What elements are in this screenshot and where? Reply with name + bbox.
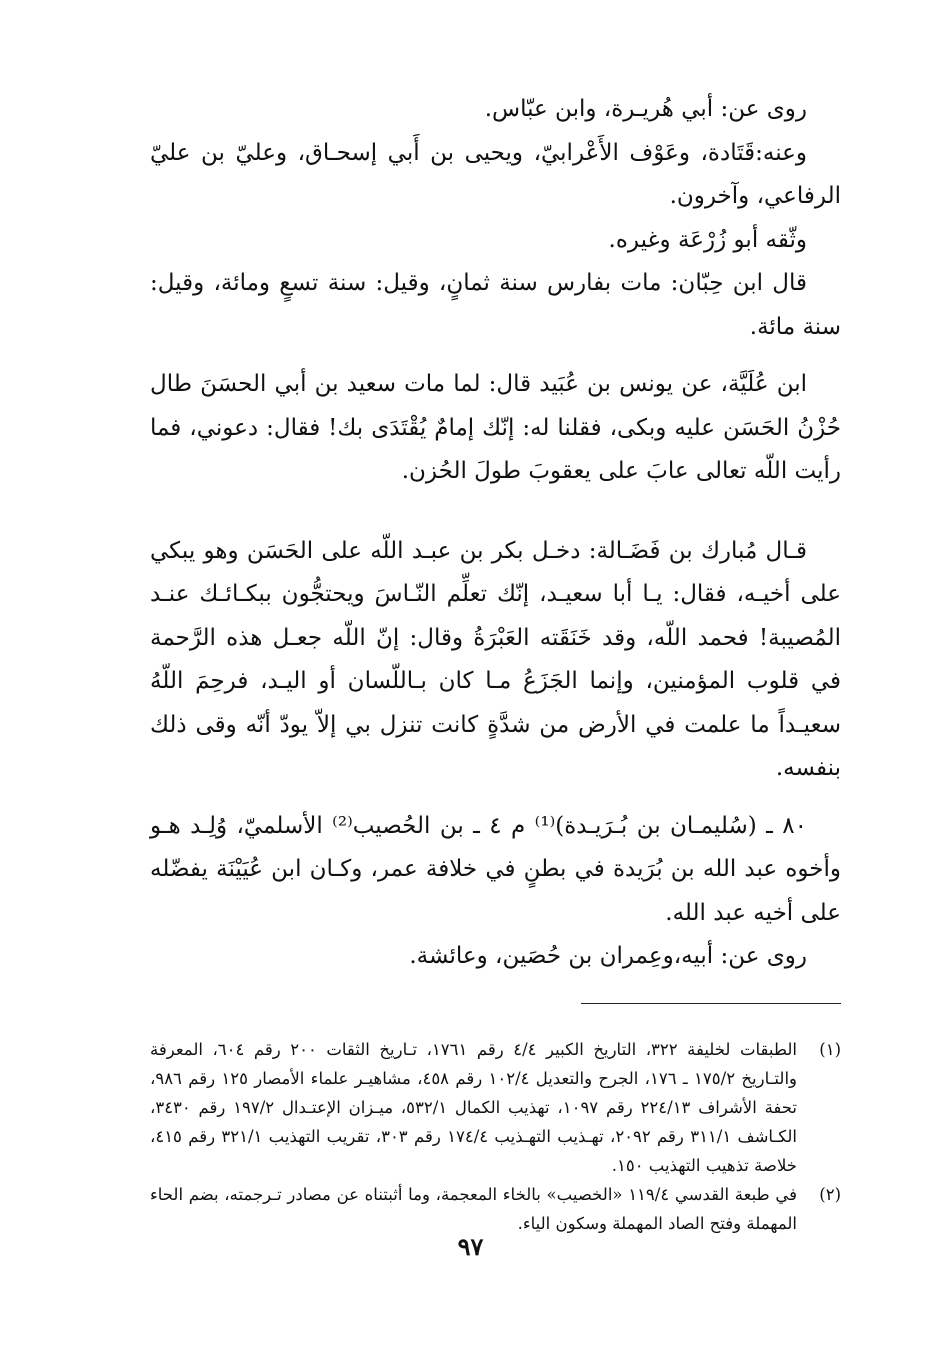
main-text: [150, 88, 841, 979]
narrators-from-paragraph: روى عن: أبي هُريـرة، وابن عبّاس.: [484, 96, 807, 122]
death-date-paragraph: قال ابن حِبّان: مات بفارس سنة ثمانٍ، وقيل: سنة تسعٍ ومائة، وقيل: سنة مائة.: [150, 270, 841, 340]
authentication-paragraph: وثّقه أبو زُرْعَة وغيره.: [608, 226, 807, 253]
footnote-separator: [581, 1003, 841, 1004]
footnote-item: [150, 1035, 841, 1180]
footnote-text: في طبعة القدسي ١١٩/٤ «الخصيب» بالخاء المعجمة، وما أثبتناه عن مصادر تـرجمته، بضم الحاء المهملة وفتح الصاد المهملة وسكون الياء.: [150, 1184, 798, 1233]
narration-paragraph-1: ابن عُلَيَّة، عن يونس بن عُبَيد قال: لما مات سعيد بن أبي الحسَنَ طال حُزْنُ الحَسَن عليه وبكى، فقلنا له: إنّك إمامٌ يُقْتَدَى بك! فقال: دعوني، فما رأيت اللّه تعالى عابَ على يعقوبَ طولَ الحُزن.: [150, 371, 841, 484]
narration-paragraph-2: قـال مُبارك بن فَضَـالة: دخـل بكر بن عبـد اللّه على الحَسَن وهو يبكي على أخيـه، فقال: يـا أبا سعيـد، إنّك تعلِّم النّـاسَ ويحتجُّون ببكـائـك عنـد المُصيبة! فحمد اللّه، وقد خَنَقَته العَبْرَةُ وقال: إنّ اللّه جعـل هذه الرَّحمة في قلوب المؤمنين، وإنما الجَزَعُ مـا كان بـاللّسان أو اليـد، فرحِمَ اللّهُ سعيـداً ما علمت في الأرض من شدَّةٍ كانت تنزل بي إلاّ يودّ أنّه وقى ذلك بنفسه.: [150, 537, 841, 781]
biography-entry-80: ٨٠ ـ (سُليمـان بن بُـرَيـدة)⁽¹⁾ م ٤ ـ بن الحُصيب⁽²⁾ الأسلميّ، وُلِـد هـو وأخوه عبد الله بن بُرَيدة في بطنٍ في خلافة عمر، وكـان ابن عُيَيْنَة يفضّله على أخيه عبد الله.: [150, 812, 841, 926]
footnote-text: الطبقات لخليفة ٣٢٢، التاريخ الكبير ٤/٤ رقم ١٧٦١، تـاريخ الثقات ٢٠٠ رقم ٦٠٤، المعرفة والتـاريخ ١٧٥/٢ ـ ١٧٦، الجرح والتعديل ١٠٢/٤ رقم ٤٥٨، مشاهيـر علماء الأمصار ١٢٥ رقم ٩٨٦، تحفة الأشراف ٢٢٤/١٣ رقم ١٠٩٧، تهذيب الكمال ٥٣٢/١، ميـزان الإعتـدال ١٩٧/٢ رقم ٣٤٣٠، الكـاشف ٣١١/١ رقم ٢٠٩٢، تهـذيب التهـذيب ١٧٤/٤ رقم ٣٠٣، تقريب التهذيب ٣٢١/١ رقم ٤١٥، خلاصة تذهيب التهذيب ١٥٠.: [150, 1039, 798, 1175]
narrators-to-paragraph: وعنه:قَتَادة، وعَوْف الأَعْرابيّ، ويحيى بن أَبي إسحـاق، وعليّ بن عليّ الرفاعي، وآخرون.: [150, 139, 841, 209]
entry-80-narrators-from: روى عن: أبيه،وعِمران بن حُصَين، وعائشة.: [409, 943, 807, 969]
footnotes: [150, 1035, 841, 1238]
page-number: ٩٧: [457, 1232, 484, 1261]
footnote-number: (١): [819, 1039, 841, 1059]
footnote-item: [150, 1180, 841, 1238]
footnote-number: (٢): [819, 1184, 841, 1204]
